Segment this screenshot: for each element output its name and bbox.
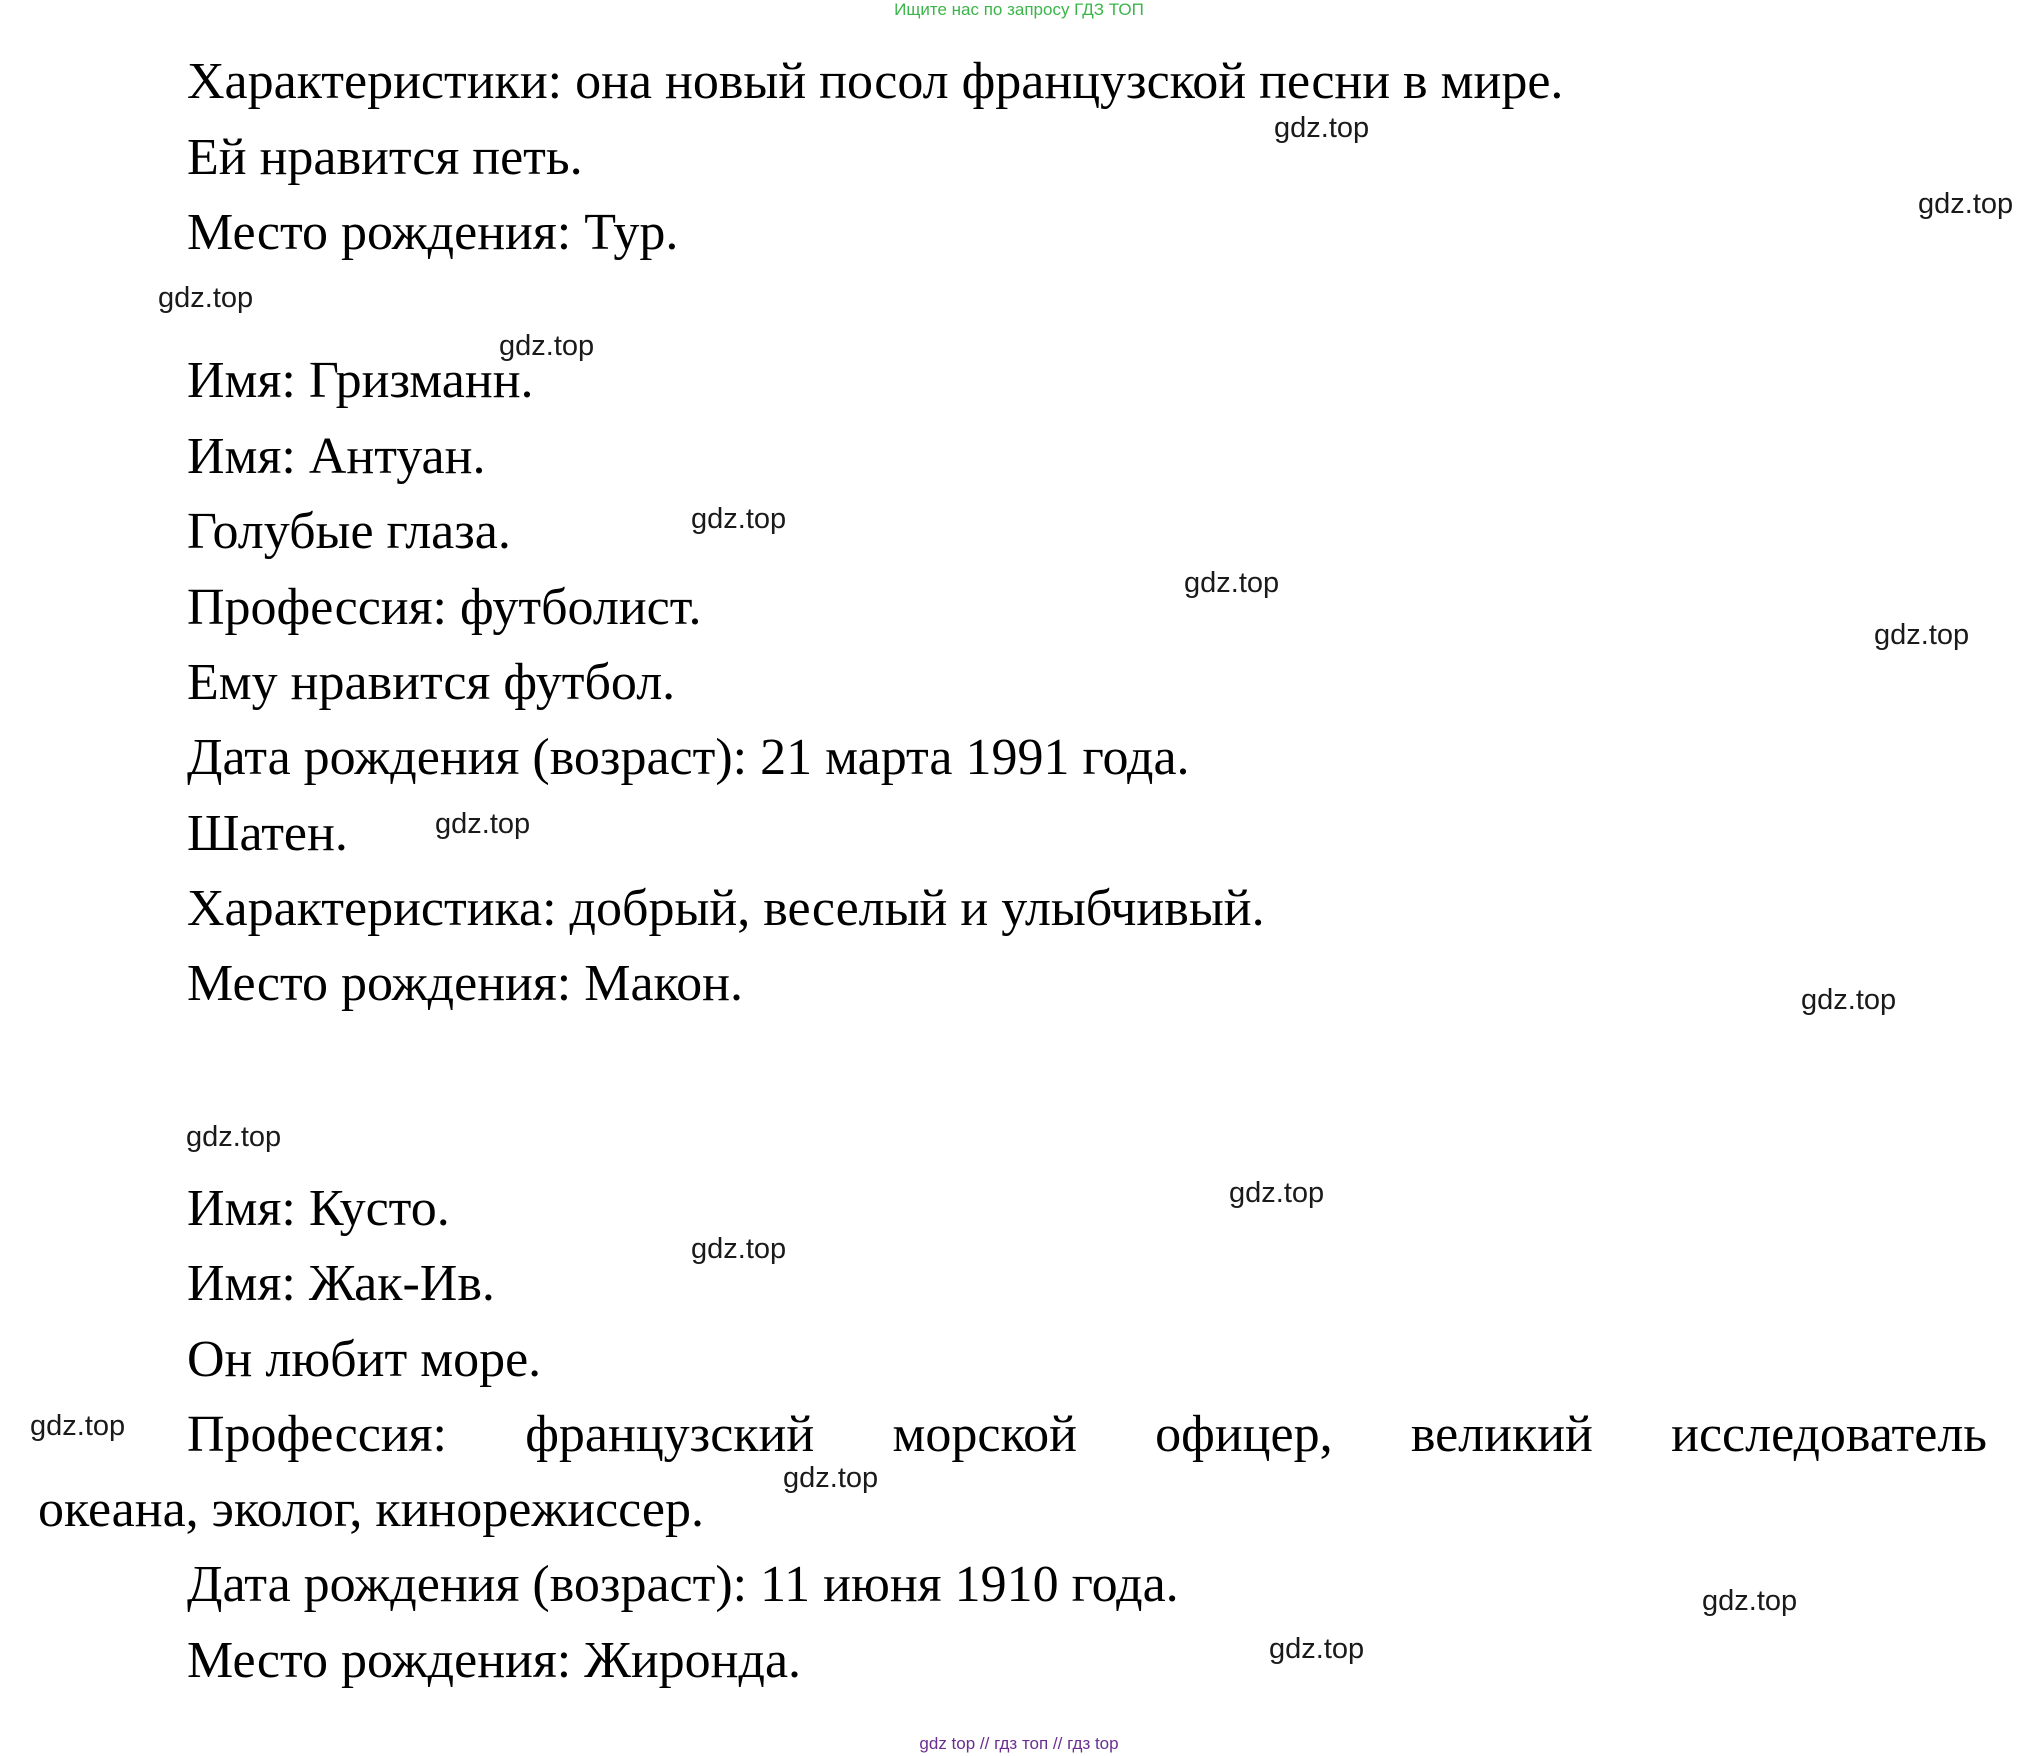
section1-birthplace: Место рождения: Тур.: [187, 204, 679, 261]
section2-profession: Профессия: футболист.: [187, 579, 702, 636]
watermark: gdz.top: [499, 330, 595, 362]
watermark: gdz.top: [1702, 1585, 1798, 1617]
watermark: gdz.top: [783, 1462, 879, 1494]
section3-profession-line2: океана, эколог, кинорежиссер.: [38, 1481, 704, 1538]
watermark: gdz.top: [186, 1121, 282, 1153]
watermark: gdz.top: [1801, 984, 1897, 1016]
section2-characteristics: Характеристика: добрый, веселый и улыбчивый.: [187, 880, 1265, 937]
watermark: gdz.top: [1229, 1177, 1325, 1209]
watermark: gdz.top: [691, 503, 787, 535]
section3-birthplace: Место рождения: Жиронда.: [187, 1632, 802, 1689]
section2-birthdate: Дата рождения (возраст): 21 марта 1991 года.: [187, 729, 1190, 786]
section1-likes: Ей нравится петь.: [187, 129, 583, 186]
section2-hair: Шатен.: [187, 805, 348, 862]
section2-name: Имя: Антуан.: [187, 428, 486, 485]
watermark: gdz.top: [1918, 188, 2014, 220]
watermark: gdz.top: [158, 282, 254, 314]
watermark: gdz.top: [435, 808, 531, 840]
section3-profession-line1: Профессия: французский морской офицер, великий исследователь: [187, 1406, 1987, 1463]
section2-likes: Ему нравится футбол.: [187, 654, 676, 711]
section3-likes: Он любит море.: [187, 1331, 542, 1388]
watermark: gdz.top: [1184, 567, 1280, 599]
watermark: gdz.top: [1274, 112, 1370, 144]
section3-birthdate: Дата рождения (возраст): 11 июня 1910 года.: [187, 1556, 1179, 1613]
watermark: gdz.top: [1874, 619, 1970, 651]
watermark: gdz.top: [30, 1410, 126, 1442]
section3-name: Имя: Жак-Ив.: [187, 1255, 495, 1312]
top-banner: Ищите нас по запросу ГДЗ ТОП: [894, 0, 1144, 19]
footer-links: gdz top // гдз топ // гдз top: [919, 1734, 1119, 1753]
section2-birthplace: Место рождения: Макон.: [187, 955, 744, 1012]
section2-eyes: Голубые глаза.: [187, 503, 511, 560]
watermark: gdz.top: [691, 1233, 787, 1265]
section3-surname: Имя: Кусто.: [187, 1180, 450, 1237]
section1-characteristics: Характеристики: она новый посол французской песни в мире.: [187, 53, 1564, 110]
section2-surname: Имя: Гризманн.: [187, 352, 534, 409]
watermark: gdz.top: [1269, 1633, 1365, 1665]
